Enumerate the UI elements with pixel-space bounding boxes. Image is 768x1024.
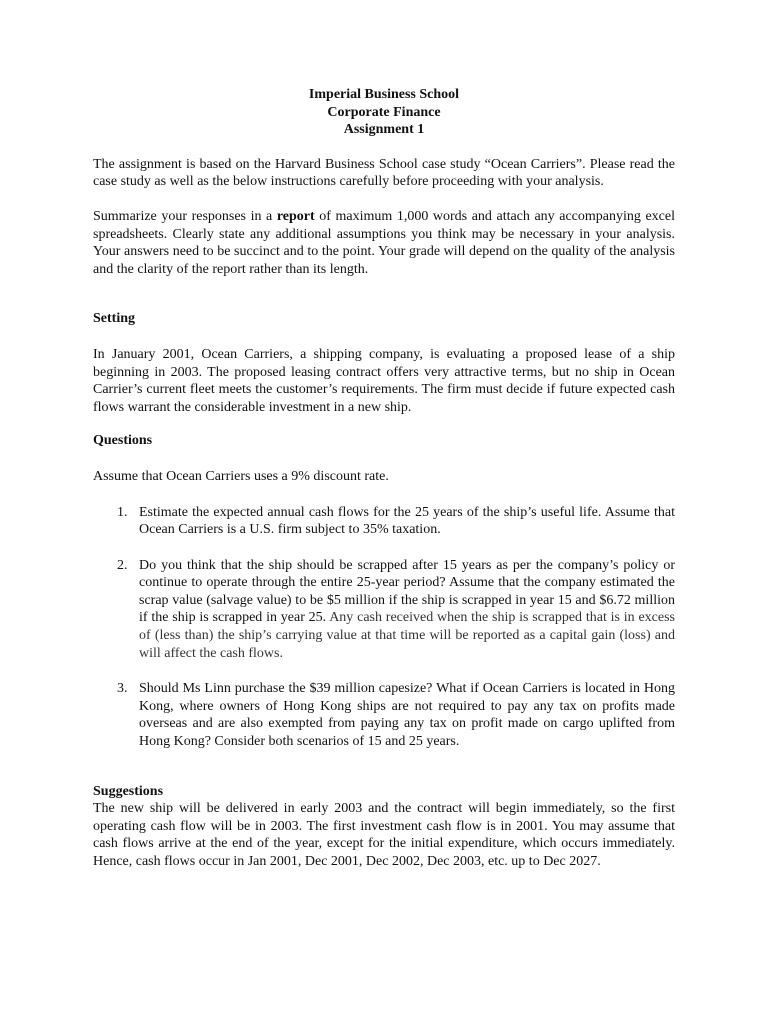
course-title: Corporate Finance — [327, 104, 441, 120]
question-text: Estimate the expected annual cash flows for the 25 years of the ship’s useful life. Assume that Ocean Carriers is a U.S. firm subject to 35% taxation. — [139, 504, 675, 538]
question-item — [117, 680, 675, 750]
question-number: 2. — [117, 557, 128, 573]
report-paragraph — [93, 208, 675, 278]
question-extra-text: Any cash received when the ship is scrapped that is in excess of (less than) the ship’s carrying value at that time will be reported as a capital gain (loss) and will affect the cash flows. — [139, 610, 675, 661]
report-text-after: of maximum 1,000 words and attach any accompanying excel spreadsheets. Clearly state any additional assumptions you think may be necessary in your analysis. Your answers need to be succinct and to the point. Your grade will depend on the quality of the analysis and the clarity of the report rather than its length. — [93, 208, 675, 277]
suggestions-heading: Suggestions — [93, 783, 164, 799]
report-bold-word: report — [276, 208, 315, 224]
questions-heading: Questions — [93, 433, 153, 449]
question-number: 1. — [117, 504, 128, 520]
suggestions-paragraph: The new ship will be delivered in early 2003 and the contract will begin immediately, so the first operating cash flow will be in 2003. The first investment cash flow is in 2001. You may assume that cash flows arrive at the end of the year, except for the initial expenditure, which occurs immediately. Hence, cash flows occur in Jan 2001, Dec 2001, Dec 2002, Dec 2003, etc. up to Dec 2027. — [93, 801, 675, 869]
document-page — [93, 86, 675, 871]
question-text: Do you think that the ship should be scrapped after 15 years as per the company’s policy or continue to operate through the entire 25-year period? Assume that the company estimated the scrap value (salvage value) to be $5 million if the ship is scrapped in year 15 and $6.72 million if the ship is scrapped in year 25. — [139, 557, 675, 626]
setting-paragraph: In January 2001, Ocean Carriers, a shipping company, is evaluating a proposed lease of a ship beginning in 2003. The proposed leasing contract offers very attractive terms, but no ship in Ocean Carrier’s current fleet meets the customer’s requirements. The firm must decide if future expected cash flows warrant the considerable investment in a new ship. — [93, 346, 675, 415]
assignment-title: Assignment 1 — [343, 122, 425, 138]
question-number: 3. — [117, 681, 128, 697]
report-text-before: Summarize your responses in a — [93, 208, 277, 224]
setting-heading: Setting — [93, 311, 135, 327]
question-text: Should Ms Linn purchase the $39 million capesize? What if Ocean Carriers is located in Hong Kong, where owners of Hong Kong ships are not required to pay any tax on profits made overseas and are also exempted from paying any tax on profit made on cargo uplifted from Hong Kong? Consider both scenarios of 15 and 25 years. — [139, 681, 675, 750]
discount-note: Assume that Ocean Carriers uses a 9% discount rate. — [93, 468, 389, 484]
question-item — [117, 557, 675, 663]
question-item — [117, 504, 675, 539]
school-title: Imperial Business School — [308, 87, 460, 102]
questions-list — [93, 504, 675, 751]
intro-paragraph: The assignment is based on the Harvard Business School case study “Ocean Carriers”. Please read the case study as well as the below instructions carefully before proceeding with your analysis. — [93, 156, 675, 190]
